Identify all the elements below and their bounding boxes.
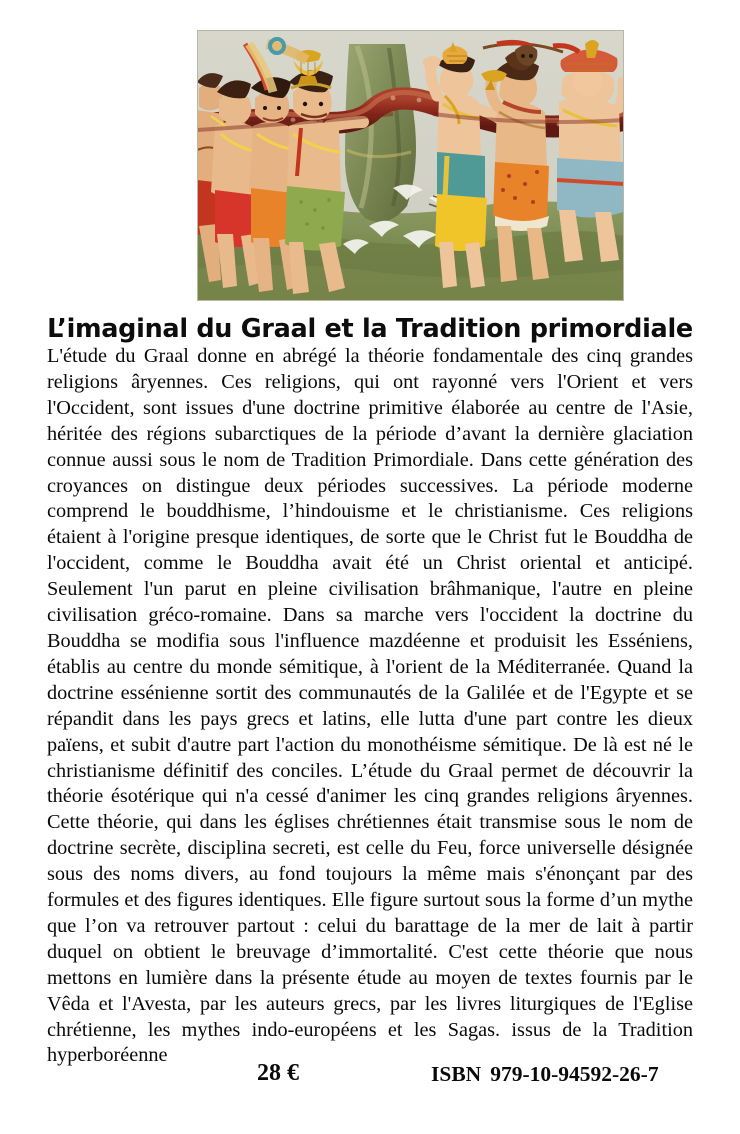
page-title: L’imaginal du Graal et la Tradition primordiale <box>47 314 693 345</box>
book-blurb <box>47 344 693 1069</box>
blurb-paragraph: L'étude du Graal donne en abrégé la théorie fondamentale des cinq grandes religions âryennes. Ces religions, qui ont rayonné vers l'Orient et vers l'Occident, sont issues d'une doctrine primitive élaborée au centre de l'Asie, héritée des régions subarctiques de la période d’avant la dernière glaciation connue aussi sous le nom de Tradition Primordiale. Dans cette génération des croyances on distingue deux périodes successives. La période moderne comprend le bouddhisme, l’hindouisme et le christianisme. Ces religions étaient à l'origine presque identiques, de sorte que le Christ fut le Bouddha de l'occident, comme le Bouddha avait été un Christ oriental et anticipé. Seulement l'un parut en pleine civilisation brâhmanique, l'autre en pleine civilisation gréco-romaine. Dans sa marche vers l'occident la doctrine du Bouddha se modifia sous l'influence mazdéenne et produisit les Esséniens, établis au centre du monde sémitique, à l'orient de la Méditerranée. Quand la doctrine essénienne sortit des communautés de la Galilée et de l'Egypte et se répandit dans les pays grecs et latins, elle lutta d'une part contre les dieux païens, et subit d'autre part l'action du monothéisme sémitique. De là est né le christianisme définitif des conciles. L’étude du Graal permet de découvrir la théorie ésotérique qui n'a cessé d'animer les cinq grandes religions âryennes. Cette théorie, qui dans les églises chrétiennes était transmise sous le nom de doctrine secrète, disciplina secreti, est celle du Feu, force universelle désignée sous des noms divers, au fond toujours la même mais s'énonçant par des formules et des figures identiques. Elle figure surtout sous la forme d’un mythe que l’on va retrouver partout : celui du barattage de la mer de lait à partir duquel on obtient le breuvage d’immortalité. C'est cette théorie que nous mettons en lumière dans la présente étude au moyen de textes fournis par le Vêda et l'Avesta, par les auteurs grecs, par les livres liturgiques de l'Eglise chrétienne, les mythes indo-européens et les Sagas. issus de la Tradition hyperboréenne <box>47 345 693 1067</box>
price-label: 28 € <box>257 1060 299 1086</box>
illustration-figure <box>197 30 624 301</box>
footer <box>47 1060 693 1094</box>
samudra-manthan-illustration <box>197 30 624 301</box>
isbn-label: ISBN <box>431 1062 482 1086</box>
isbn-value: 979-10-94592-26-7 <box>490 1062 659 1086</box>
isbn-block <box>431 1062 659 1087</box>
